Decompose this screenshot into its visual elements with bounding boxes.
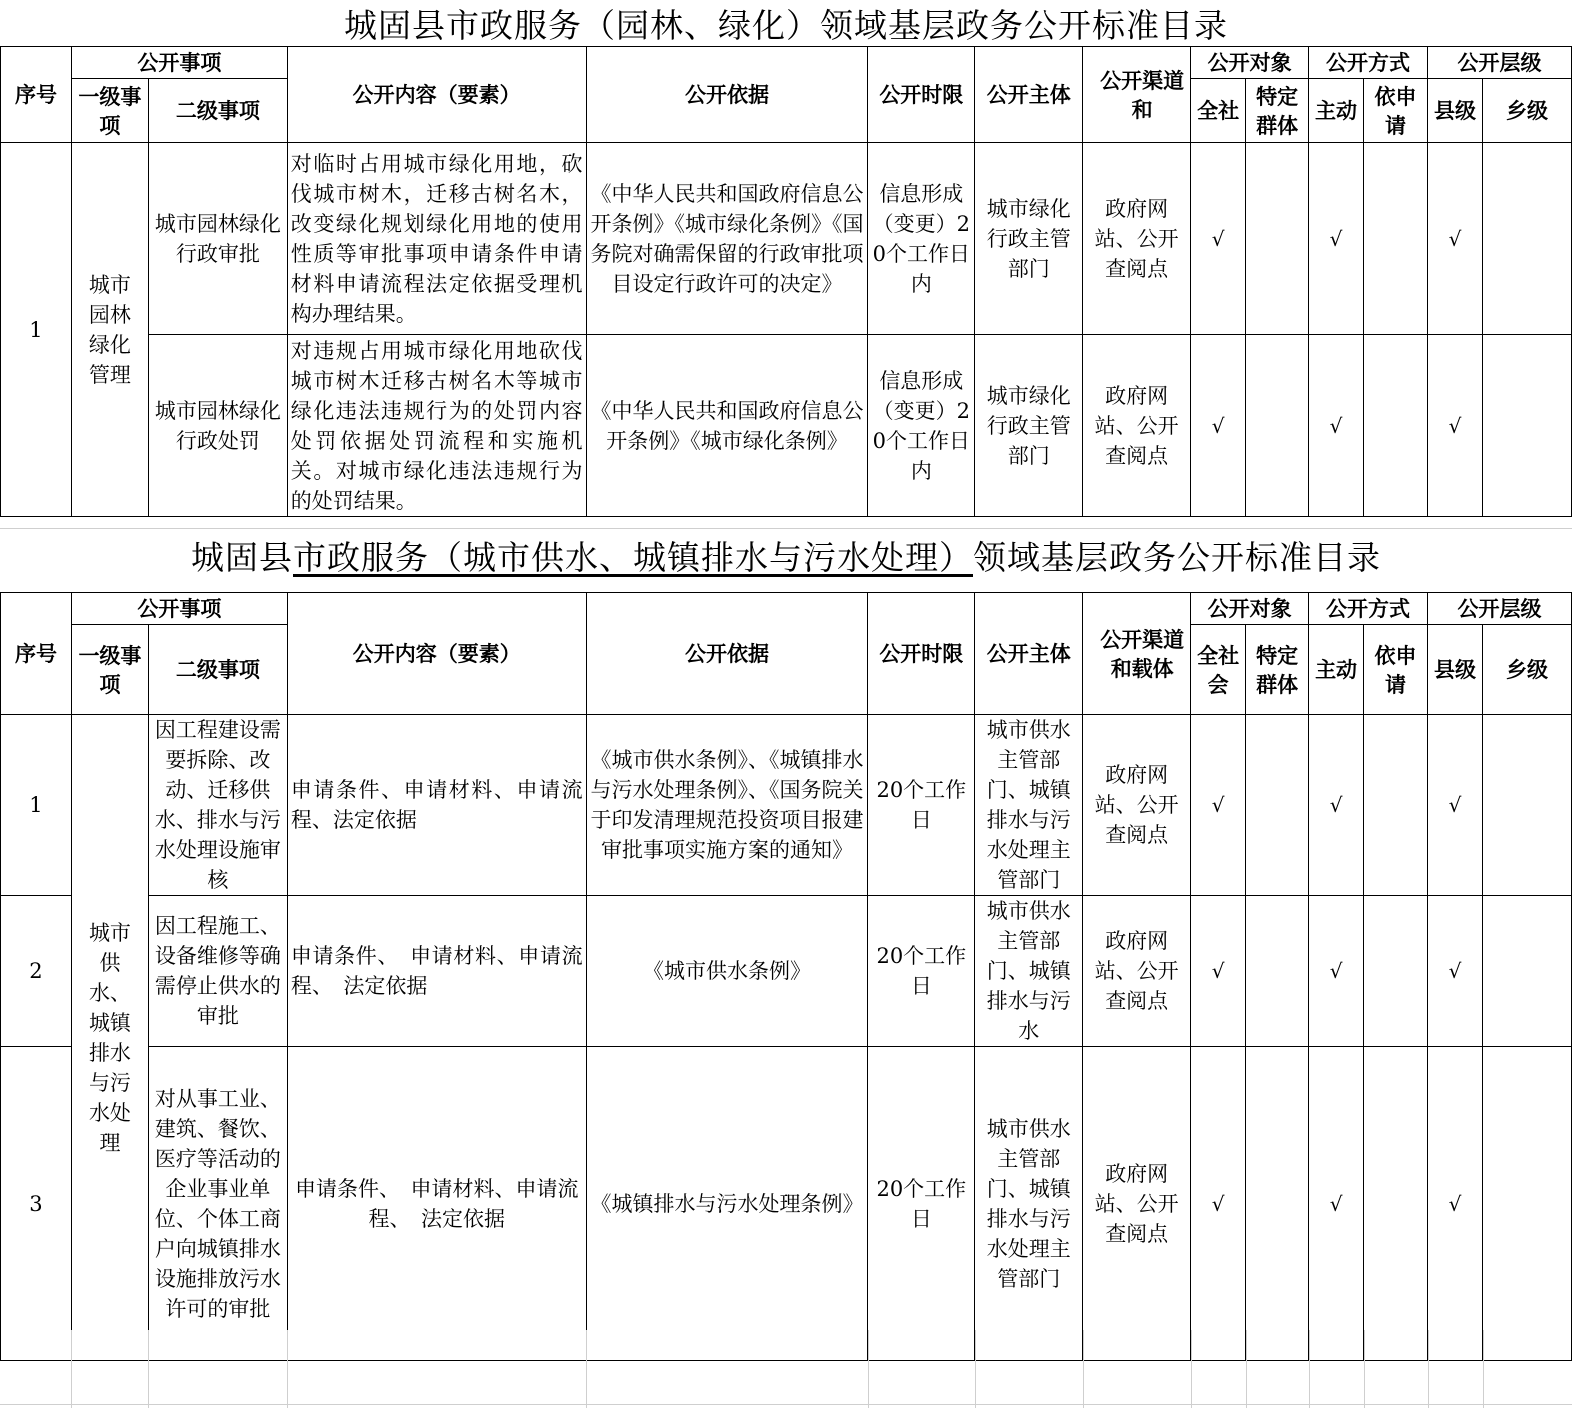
gridline bbox=[0, 528, 1572, 529]
cell-target-group bbox=[1246, 143, 1309, 335]
table-2-title-underlined: 市政服务（城市供水、城镇排水与污水处理） bbox=[293, 538, 973, 577]
cell-basis: 《中华人民共和国政府信息公开条例》《城市绿化条例》 bbox=[586, 335, 868, 517]
cell-channel: 政府网站、公开查阅点 bbox=[1083, 143, 1191, 335]
gridline bbox=[1191, 1330, 1192, 1408]
cell-level2: 对从事工业、建筑、餐饮、医疗等活动的企业事业单位、个体工商户向城镇排水设施排放污水许可的审批 bbox=[148, 1047, 287, 1361]
cell-channel: 政府网站、公开查阅点 bbox=[1083, 715, 1191, 896]
table-row bbox=[1, 896, 1572, 1047]
cell-tier-county: √ bbox=[1428, 1047, 1483, 1361]
header-time: 公开时限 bbox=[868, 593, 975, 715]
cell-tier-township bbox=[1482, 896, 1571, 1047]
header-level1: 一级事项 bbox=[71, 79, 148, 143]
header-mode-request: 依申请 bbox=[1364, 79, 1428, 143]
cell-tier-county: √ bbox=[1427, 335, 1482, 517]
gridline bbox=[1483, 1330, 1484, 1408]
cell-level1: 城市园林绿化管理 bbox=[71, 143, 148, 517]
header-level2: 二级事项 bbox=[148, 625, 287, 715]
cell-tier-township bbox=[1482, 1047, 1571, 1361]
gridline bbox=[1246, 1330, 1247, 1408]
cell-content: 申请条件、申请材料、申请流程、法定依据 bbox=[287, 715, 586, 896]
cell-mode-request bbox=[1364, 143, 1428, 335]
cell-basis: 《城市供水条例》 bbox=[586, 896, 868, 1047]
header-time: 公开时限 bbox=[868, 47, 975, 143]
header-target-all: 全社会 bbox=[1191, 625, 1246, 715]
cell-mode-active: √ bbox=[1309, 715, 1364, 896]
cell-target-all: √ bbox=[1191, 1047, 1246, 1361]
cell-level2: 因工程建设需要拆除、改动、迁移供水、排水与污水处理设施审核 bbox=[148, 715, 287, 896]
cell-subject: 城市绿化行政主管部门 bbox=[975, 335, 1083, 517]
header-target: 公开对象 bbox=[1191, 47, 1309, 79]
cell-channel: 政府网站、公开查阅点 bbox=[1083, 335, 1191, 517]
header-mode: 公开方式 bbox=[1309, 593, 1428, 625]
cell-tier-township bbox=[1482, 715, 1571, 896]
empty-grid-row bbox=[0, 1330, 1572, 1408]
header-tier: 公开层级 bbox=[1428, 593, 1572, 625]
cell-subject: 城市供水主管部门、城镇排水与污水 bbox=[975, 896, 1083, 1047]
table-1-title: 城固县市政服务（园林、绿化）领域基层政务公开标准目录 bbox=[344, 6, 1228, 45]
cell-channel: 政府网站、公开查阅点 bbox=[1083, 1047, 1191, 1361]
cell-content: 申请条件、 申请材料、申请流程、 法定依据 bbox=[287, 1047, 586, 1361]
header-content: 公开内容（要素） bbox=[287, 593, 586, 715]
header-mode: 公开方式 bbox=[1309, 47, 1428, 79]
gridline bbox=[586, 1330, 587, 1408]
header-items: 公开事项 bbox=[71, 47, 287, 79]
cell-level2: 城市园林绿化行政处罚 bbox=[148, 335, 287, 517]
cell-level2: 城市园林绿化行政审批 bbox=[148, 143, 287, 335]
cell-content: 对违规占用城市绿化用地砍伐城市树木迁移古树名木等城市绿化违法违规行为的处罚内容处罚依据处罚流程和实施机关。对城市绿化违法违规行为的处罚结果。 bbox=[287, 335, 586, 517]
gridline bbox=[148, 1330, 149, 1408]
header-seq: 序号 bbox=[1, 593, 72, 715]
cell-seq: 2 bbox=[1, 896, 72, 1047]
table-row bbox=[1, 715, 1572, 896]
header-target: 公开对象 bbox=[1191, 593, 1309, 625]
cell-subject: 城市绿化行政主管部门 bbox=[975, 143, 1083, 335]
table-row bbox=[1, 335, 1572, 517]
table-2-title-suffix: 领域基层政务公开标准目录 bbox=[973, 538, 1381, 577]
header-items: 公开事项 bbox=[71, 593, 287, 625]
disclosure-table-water bbox=[0, 592, 1572, 1361]
cell-time: 20个工作日 bbox=[868, 896, 975, 1047]
cell-target-all: √ bbox=[1191, 715, 1246, 896]
cell-subject: 城市供水主管部门、城镇排水与污水处理主管部门 bbox=[975, 715, 1083, 896]
header-basis: 公开依据 bbox=[586, 47, 868, 143]
cell-target-group bbox=[1246, 335, 1309, 517]
header-channel: 公开渠道和载体 bbox=[1083, 593, 1191, 715]
cell-seq: 1 bbox=[1, 143, 72, 517]
cell-target-group bbox=[1246, 896, 1309, 1047]
header-tier-county: 县级 bbox=[1428, 625, 1483, 715]
cell-mode-active: √ bbox=[1309, 1047, 1364, 1361]
disclosure-table-greening bbox=[0, 46, 1572, 517]
gridline bbox=[287, 1330, 288, 1408]
cell-tier-county: √ bbox=[1427, 143, 1482, 335]
header-tier: 公开层级 bbox=[1427, 47, 1571, 79]
gridline bbox=[1364, 1330, 1365, 1408]
header-level1: 一级事项 bbox=[71, 625, 148, 715]
gridline bbox=[1428, 1330, 1429, 1408]
cell-tier-township bbox=[1482, 335, 1571, 517]
header-mode-active: 主动 bbox=[1309, 625, 1364, 715]
gridline bbox=[1083, 1330, 1084, 1408]
header-target-all: 全社 bbox=[1191, 79, 1246, 143]
cell-mode-request bbox=[1364, 1047, 1428, 1361]
cell-content: 对临时占用城市绿化用地，砍伐城市树木，迁移古树名木，改变绿化规划绿化用地的使用性质等审批事项申请条件申请材料申请流程法定依据受理机构办理结果。 bbox=[287, 143, 586, 335]
header-channel: 公开渠道和 bbox=[1083, 47, 1191, 143]
cell-mode-active: √ bbox=[1309, 335, 1364, 517]
cell-mode-request bbox=[1364, 335, 1428, 517]
cell-basis: 《城市供水条例》、《城镇排水与污水处理条例》、《国务院关于印发清理规范投资项目报建审批事项实施方案的通知》 bbox=[586, 715, 868, 896]
gridline bbox=[0, 1404, 1572, 1405]
cell-target-all: √ bbox=[1191, 335, 1246, 517]
cell-tier-township bbox=[1482, 143, 1571, 335]
header-target-group: 特定群体 bbox=[1246, 79, 1309, 143]
header-content: 公开内容（要素） bbox=[287, 47, 586, 143]
cell-tier-county: √ bbox=[1428, 715, 1483, 896]
cell-tier-county: √ bbox=[1428, 896, 1483, 1047]
cell-mode-request bbox=[1364, 896, 1428, 1047]
cell-target-all: √ bbox=[1191, 143, 1246, 335]
cell-basis: 《城镇排水与污水处理条例》 bbox=[586, 1047, 868, 1361]
gridline bbox=[71, 1330, 72, 1408]
cell-level1: 城市供水、城镇排水与污水处理 bbox=[71, 715, 148, 1361]
table-2-title bbox=[0, 536, 1572, 580]
cell-channel: 政府网站、公开查阅点 bbox=[1083, 896, 1191, 1047]
cell-target-group bbox=[1246, 1047, 1309, 1361]
cell-mode-active: √ bbox=[1309, 896, 1364, 1047]
cell-time: 20个工作日 bbox=[868, 1047, 975, 1361]
cell-basis: 《中华人民共和国政府信息公开条例》《城市绿化条例》《国务院对确需保留的行政审批项目设定行政许可的决定》 bbox=[586, 143, 868, 335]
cell-seq: 1 bbox=[1, 715, 72, 896]
cell-seq: 3 bbox=[1, 1047, 72, 1361]
cell-target-all: √ bbox=[1191, 896, 1246, 1047]
header-subject: 公开主体 bbox=[975, 593, 1083, 715]
gridline bbox=[868, 1330, 869, 1408]
header-subject: 公开主体 bbox=[975, 47, 1083, 143]
header-level2: 二级事项 bbox=[148, 79, 287, 143]
header-target-group: 特定群体 bbox=[1246, 625, 1309, 715]
cell-time: 20个工作日 bbox=[868, 715, 975, 896]
header-seq: 序号 bbox=[1, 47, 72, 143]
header-mode-request: 依申请 bbox=[1364, 625, 1428, 715]
header-mode-active: 主动 bbox=[1309, 79, 1364, 143]
cell-mode-active: √ bbox=[1309, 143, 1364, 335]
gridline bbox=[975, 1330, 976, 1408]
cell-time: 信息形成（变更）20个工作日内 bbox=[868, 335, 975, 517]
table-2-title-prefix: 城固县 bbox=[191, 538, 293, 577]
cell-level2: 因工程施工、设备维修等确需停止供水的审批 bbox=[148, 896, 287, 1047]
table-row bbox=[1, 143, 1572, 335]
table-row bbox=[1, 1047, 1572, 1361]
header-tier-county: 县级 bbox=[1427, 79, 1482, 143]
header-tier-township: 乡级 bbox=[1482, 625, 1571, 715]
cell-content: 申请条件、 申请材料、申请流程、 法定依据 bbox=[287, 896, 586, 1047]
cell-subject: 城市供水主管部门、城镇排水与污水处理主管部门 bbox=[975, 1047, 1083, 1361]
cell-mode-request bbox=[1364, 715, 1428, 896]
cell-time: 信息形成（变更）20个工作日内 bbox=[868, 143, 975, 335]
gridline bbox=[1309, 1330, 1310, 1408]
header-tier-township: 乡级 bbox=[1482, 79, 1571, 143]
cell-target-group bbox=[1246, 715, 1309, 896]
header-basis: 公开依据 bbox=[586, 593, 868, 715]
